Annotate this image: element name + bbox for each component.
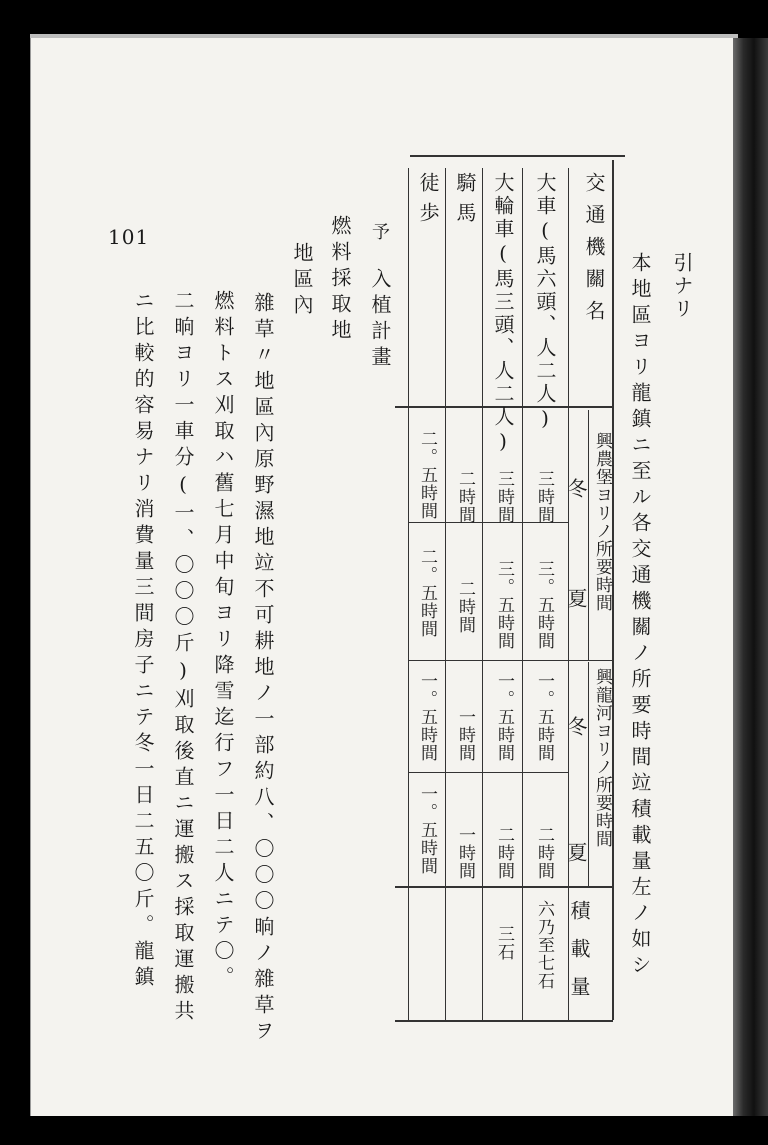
row3-g1-winter: 二時間 [455,470,475,524]
body-line-3: 二晌ヨリ一車分(一、〇〇〇斤)刈取後直ニ運搬ス採取運搬共 [171,290,195,1026]
row1-g1-winter: 三時間 [534,470,554,524]
header-g1-winter: 冬 [564,478,588,501]
table-load-rule [395,886,613,888]
row2-g1-summer: 三。五時間 [494,560,514,650]
row2-name: 大輪車(馬三頭、人二人) [491,172,515,456]
row4-name: 徒歩 [416,172,440,232]
header-transport-name: 交通機關名 [582,172,606,332]
intro-line-1: 引ナリ [670,252,694,321]
body-line-2: 燃料トス刈取ハ舊七月中旬ヨリ降雪迄行フ一日二人ニテ〇。 [211,290,235,992]
row3-g2-summer: 一時間 [455,826,475,880]
subsection-sub: 地區內 [290,242,314,320]
row4-g1-winter: 二。五時間 [417,430,437,520]
row3-g1-summer: 二時間 [455,580,475,634]
row-rule-4 [445,168,446,1020]
group2-divider [588,662,589,886]
row2-g2-summer: 二時間 [494,826,514,880]
group1-divider [588,410,589,660]
book-spine [733,38,768,1116]
header-g2-winter: 冬 [564,716,588,739]
row-rule-5 [408,168,409,1020]
page-number: 101 [108,225,150,249]
row3-g2-winter: 一時間 [455,708,475,762]
section-title: 入植計畫 [368,268,392,372]
row-rule-3 [482,168,483,1020]
row1-g1-summer: 三。五時間 [534,560,554,650]
row2-load: 三石 [494,925,514,961]
row1-name: 大車(馬六頭、人二人) [533,172,557,433]
row4-g1-summer: 二。五時間 [417,548,437,638]
intro-line-2: 本地區ヨリ龍鎮ニ至ル各交通機關ノ所要時間竝積載量左ノ如シ [628,252,652,980]
row-rule-2 [522,168,523,1020]
subsection-title: 燃料採取地 [328,215,352,345]
col-rule-g2 [408,772,568,773]
row1-load: 六乃至七石 [534,900,554,990]
row2-g2-winter: 一。五時間 [494,672,514,762]
row4-g2-winter: 一。五時間 [417,672,437,762]
table-bottom-rule [395,1020,613,1022]
header-g1-summer: 夏 [564,588,588,611]
row4-g2-summer: 一。五時間 [417,785,437,875]
row1-g2-winter: 一。五時間 [534,672,554,762]
row2-g1-winter: 三時間 [494,470,514,524]
header-group1: 興農堡ヨリノ所要時間 [592,432,612,612]
section-mark: 予 [369,222,390,243]
row1-g2-summer: 二時間 [534,826,554,880]
header-g2-summer: 夏 [564,842,588,865]
table-right-rule [612,160,614,1020]
body-line-1: 雜草〃地區內原野濕地竝不可耕地ノ一部約八、〇〇〇晌ノ雜草ヲ [251,292,275,1046]
header-load: 積載量 [567,900,591,1014]
row3-name: 騎馬 [453,172,477,232]
table-top-rule [410,155,625,157]
header-group2: 興龍河ヨリノ所要時間 [592,668,612,848]
col-rule-mid [408,660,613,661]
body-line-4: ニ比較的容易ナリ消費量三間房子ニテ冬一日二五〇斤。龍鎮 [131,290,155,992]
